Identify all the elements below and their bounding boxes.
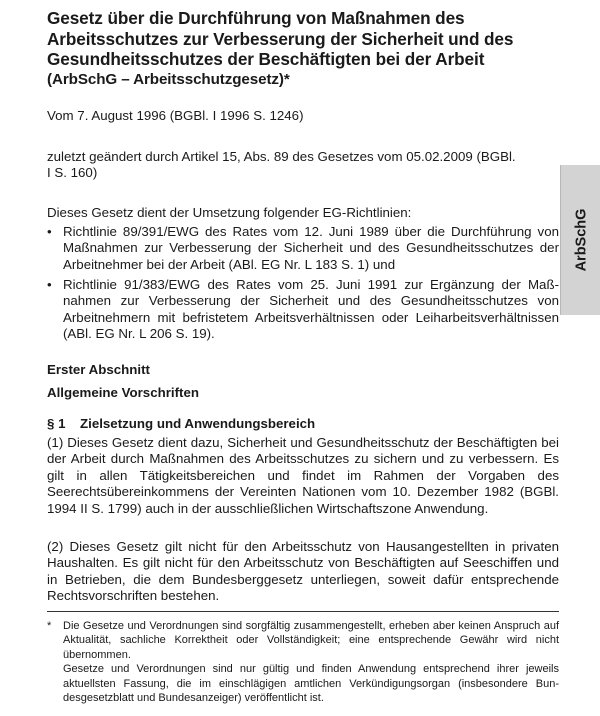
law-short-title: (ArbSchG – Arbeitsschutzgesetz)*: [47, 70, 290, 88]
footnote-marker: *: [47, 620, 52, 632]
footnote-validity: Gesetze und Verordnungen sind nur gültig und finden Anwendung entsprechend ihrer jeweils aktuellsten Fassung, die im einschlägigen amtlichen Verkündigungsorgan (insbesondere Bundesgesetzblatt und Bundesanzeiger) veröffentlicht ist.: [63, 663, 559, 705]
directive-text: Richtlinie 91/383/EWG des Rates vom 25. Juni 1991 zur Ergänzung der Maßnahmen zur Verbesserung der Sicherheit und des Gesundheitsschutzes von Arbeitnehmern mit befristetem Arbeitsverhältnissen oder Leiharbeitsverhältnissen (ABl. EG Nr. L 206 S. 19).: [63, 277, 559, 342]
directive-list-item: [47, 277, 559, 343]
promulgation-date: Vom 7. August 1996 (BGBl. I 1996 S. 1246): [47, 108, 304, 123]
part-subheading: Allgemeine Vorschriften: [47, 385, 199, 400]
paragraph-heading: [47, 416, 315, 432]
amendment-note: zuletzt geändert durch Artikel 15, Abs. 89 des Gesetzes vom 05.02.2009 (BGBl. I S. 160): [47, 149, 516, 181]
footnote-divider: [47, 611, 559, 612]
directive-list-item: [47, 224, 559, 273]
paragraph-number: § 1: [47, 416, 66, 431]
directives-intro: Dieses Gesetz dient der Umsetzung folgender EG-Richtlinien:: [47, 205, 412, 220]
bullet-icon: •: [47, 224, 52, 239]
footnote: [47, 619, 559, 705]
paragraph-title: Zielsetzung und Anwendungsbereich: [80, 416, 316, 431]
document-title: [47, 8, 567, 90]
bullet-icon: •: [47, 277, 52, 292]
paragraph-clause-1: (1) Dieses Gesetz dient dazu, Sicherheit und Gesundheitsschutz der Beschäftigten bei der Arbeit durch Maßnahmen des Arbeitsschutzes zu sichern und zu verbessern. Es gilt in allen Tätigkeitsbereichen und findet im Rahmen der Vorgaben des Seerechtsübereinkommens der Vereinten Nationen vom 10. Dezember 1982 (BGBl. 1994 II S. 1799) auch in der ausschließlichen Wirtschaftszone Anwendung.: [47, 435, 559, 516]
directive-text: Richtlinie 89/391/EWG des Rates vom 12. Juni 1989 über die Durchführung von Maßnahmen zur Verbesserung der Sicherheit und des Gesundheitsschutzes der Arbeitnehmer bei der Arbeit (ABl. EG Nr. L 183 S. 1) und: [63, 224, 559, 272]
part-heading: Erster Abschnitt: [47, 362, 150, 377]
paragraph-clause-2: (2) Dieses Gesetz gilt nicht für den Arbeitsschutz von Hausangestellten in privaten Haushalten. Es gilt nicht für den Arbeitsschutz von Beschäftigten auf Seeschiffen und in Betrieben, die dem Bundesberggesetz unterliegen, soweit dafür entsprechende Rechtsvorschriften bestehen.: [47, 539, 559, 604]
side-tab-label: ArbSchG: [573, 208, 589, 272]
law-title: Gesetz über die Durchführung von Maßnahmen des Arbeitsschutzes zur Verbesserung der Sicherheit und des Gesundheitsschutzes der Beschäftigten bei der Arbeit: [47, 8, 514, 69]
footnote-disclaimer: Die Gesetze und Verordnungen sind sorgfältig zusammengestellt, erheben aber keinen Anspruch auf Aktualität, sachliche Korrektheit oder Vollständigkeit; eine entsprechende Gewähr wird nicht übernommen.: [63, 620, 559, 661]
side-tab: [560, 165, 600, 315]
